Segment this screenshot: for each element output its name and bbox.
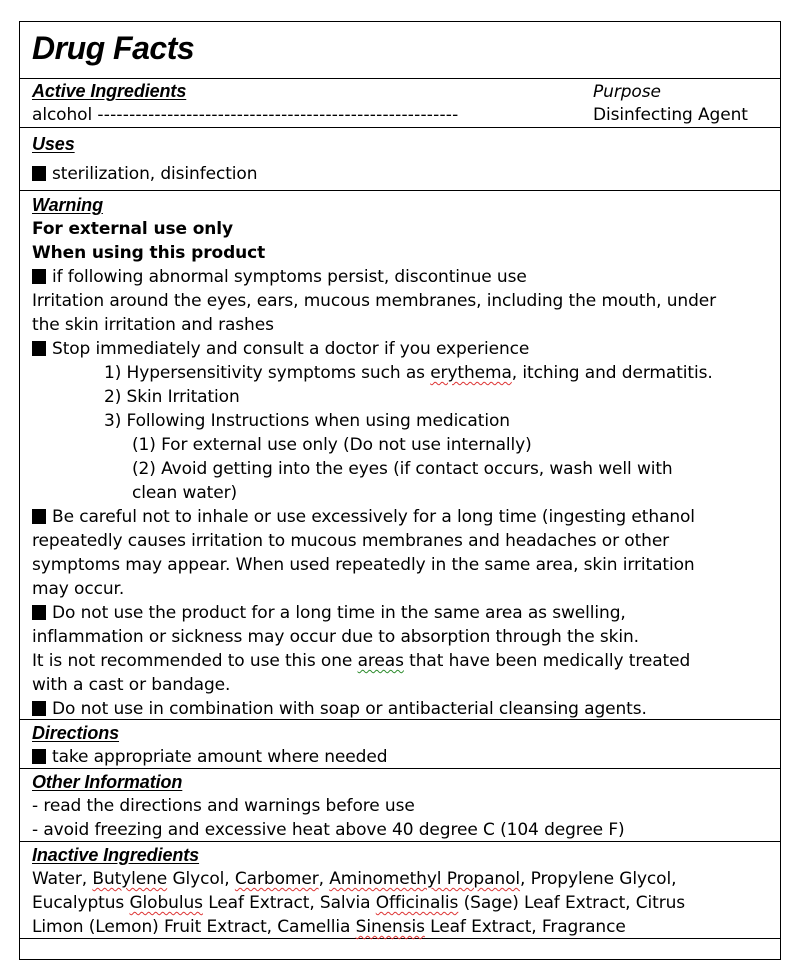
spellcheck-flagged-word: Sinensis [355, 917, 425, 937]
inactive-ingredients-section [20, 842, 780, 939]
warning-subitem: 1) Hypersensitivity symptoms such as erythema, itching and dermatitis. [104, 363, 713, 383]
warning-subitem: 2) Skin Irritation [104, 387, 240, 407]
directions-section [20, 720, 780, 769]
ingredient-purpose: Disinfecting Agent [593, 105, 748, 125]
other-information-heading: Other Information [32, 772, 183, 792]
drug-facts-panel [19, 21, 781, 960]
other-information-item: - read the directions and warnings before use [32, 796, 415, 816]
external-use-notice: For external use only [32, 219, 234, 239]
bullet-square-icon [32, 269, 46, 284]
leader-dashes: --------------------------------------------------------- [97, 105, 459, 125]
purpose-heading: Purpose [593, 82, 661, 102]
warning-text: may occur. [32, 579, 125, 599]
warning-heading: Warning [32, 195, 103, 215]
warning-subitem: 3) Following Instructions when using medication [104, 411, 510, 431]
warning-bullet: Be careful not to inhale or use excessively for a long time (ingesting ethanol [32, 505, 695, 529]
grammar-flagged-word: areas [357, 651, 404, 671]
directions-item: take appropriate amount where needed [32, 745, 387, 769]
ingredient-name: alcohol [32, 105, 93, 125]
bullet-square-icon [32, 341, 46, 356]
uses-heading: Uses [32, 134, 75, 154]
bullet-square-icon [32, 605, 46, 620]
uses-section [20, 128, 780, 191]
inactive-ingredients-line: Limon (Lemon) Fruit Extract, Camellia Sinensis Leaf Extract, Fragrance [32, 917, 626, 937]
warning-text: with a cast or bandage. [32, 675, 231, 695]
active-ingredients-heading: Active Ingredients [32, 81, 187, 101]
bullet-square-icon [32, 166, 46, 181]
directions-heading: Directions [32, 723, 120, 743]
spellcheck-flagged-word: Carbomer [234, 869, 319, 889]
warning-text: Irritation around the eyes, ears, mucous membranes, including the mouth, under [32, 291, 717, 311]
active-ingredient-row [32, 103, 458, 127]
title-row [20, 22, 780, 79]
warning-text: the skin irritation and rashes [32, 315, 274, 335]
page-title: Drug Facts [32, 30, 195, 66]
spellcheck-flagged-word: Aminomethyl Propanol [329, 869, 521, 889]
spellcheck-flagged-word: Officinalis [375, 893, 459, 913]
spellcheck-flagged-word: erythema [430, 363, 512, 383]
bullet-square-icon [32, 509, 46, 524]
warning-subsubitem: (1) For external use only (Do not use internally) [132, 435, 532, 455]
warning-bullet: if following abnormal symptoms persist, discontinue use [32, 265, 527, 289]
empty-footer-row [20, 939, 780, 959]
other-information-section [20, 769, 780, 842]
warning-text: It is not recommended to use this one areas that have been medically treated [32, 651, 691, 671]
bullet-square-icon [32, 701, 46, 716]
inactive-ingredients-line: Water, Butylene Glycol, Carbomer, Aminomethyl Propanol, Propylene Glycol, [32, 869, 677, 889]
inactive-ingredients-line: Eucalyptus Globulus Leaf Extract, Salvia Officinalis (Sage) Leaf Extract, Citrus [32, 893, 686, 913]
warning-subsubitem: clean water) [132, 483, 237, 503]
warning-bullet: Stop immediately and consult a doctor if you experience [32, 337, 529, 361]
other-information-item: - avoid freezing and excessive heat above 40 degree C (104 degree F) [32, 820, 625, 840]
when-using-heading: When using this product [32, 243, 266, 263]
active-ingredients-section [20, 79, 780, 128]
warning-subsubitem: (2) Avoid getting into the eyes (if contact occurs, wash well with [132, 459, 673, 479]
warning-text: inflammation or sickness may occur due to absorption through the skin. [32, 627, 639, 647]
spellcheck-flagged-word: Globulus [129, 893, 203, 913]
warning-text: symptoms may appear. When used repeatedly in the same area, skin irritation [32, 555, 695, 575]
warning-bullet: Do not use in combination with soap or antibacterial cleansing agents. [32, 697, 647, 721]
spellcheck-flagged-word: Butylene [92, 869, 168, 889]
inactive-ingredients-heading: Inactive Ingredients [32, 845, 200, 865]
warning-section [20, 191, 780, 720]
uses-item: sterilization, disinfection [32, 162, 257, 186]
warning-text: repeatedly causes irritation to mucous membranes and headaches or other [32, 531, 670, 551]
bullet-square-icon [32, 749, 46, 764]
warning-bullet: Do not use the product for a long time in the same area as swelling, [32, 601, 626, 625]
